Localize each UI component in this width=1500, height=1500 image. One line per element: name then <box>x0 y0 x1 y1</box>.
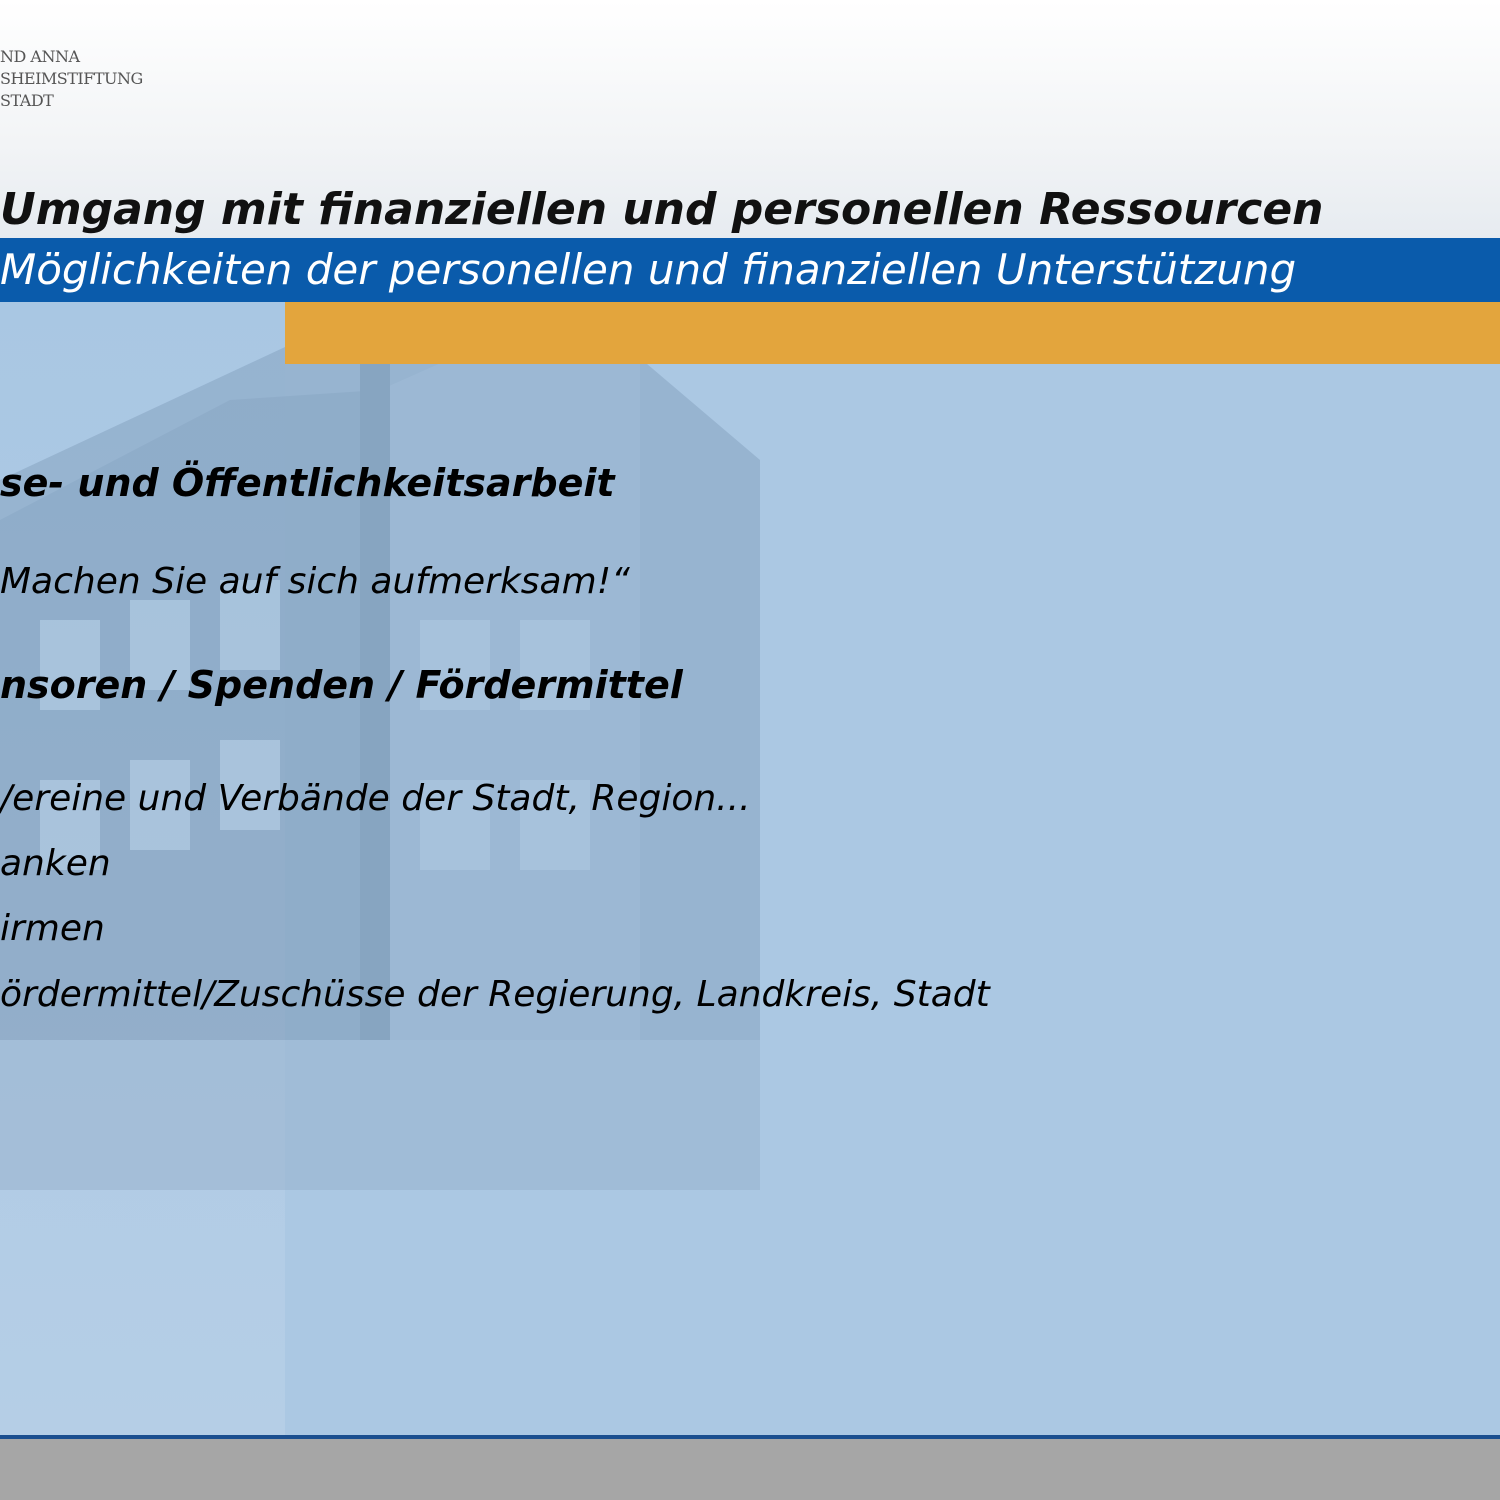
list-item: /ereine und Verbände der Stadt, Region... <box>0 778 751 819</box>
logo-line: SHEIMSTIFTUNG <box>0 69 143 88</box>
list-item: anken <box>0 843 111 884</box>
foundation-logo <box>0 46 143 112</box>
slide-title: Umgang mit finanziellen und personellen Ressourcen <box>0 184 1324 235</box>
list-item: irmen <box>0 908 105 949</box>
section-quote: Machen Sie auf sich aufmerksam!“ <box>0 561 630 602</box>
section-heading-pr: se- und Öffentlichkeitsarbeit <box>0 461 615 505</box>
logo-line: STADT <box>0 91 54 110</box>
accent-band <box>285 302 1500 364</box>
list-item: ördermittel/Zuschüsse der Regierung, Landkreis, Stadt <box>0 974 990 1015</box>
slide-subtitle: Möglichkeiten der personellen und finanziellen Unterstützung <box>0 245 1297 294</box>
logo-line: ND ANNA <box>0 47 80 66</box>
subtitle-band <box>0 238 1500 302</box>
footer-bar <box>0 1439 1500 1500</box>
section-heading-sponsors: nsoren / Spenden / Fördermittel <box>0 663 683 707</box>
